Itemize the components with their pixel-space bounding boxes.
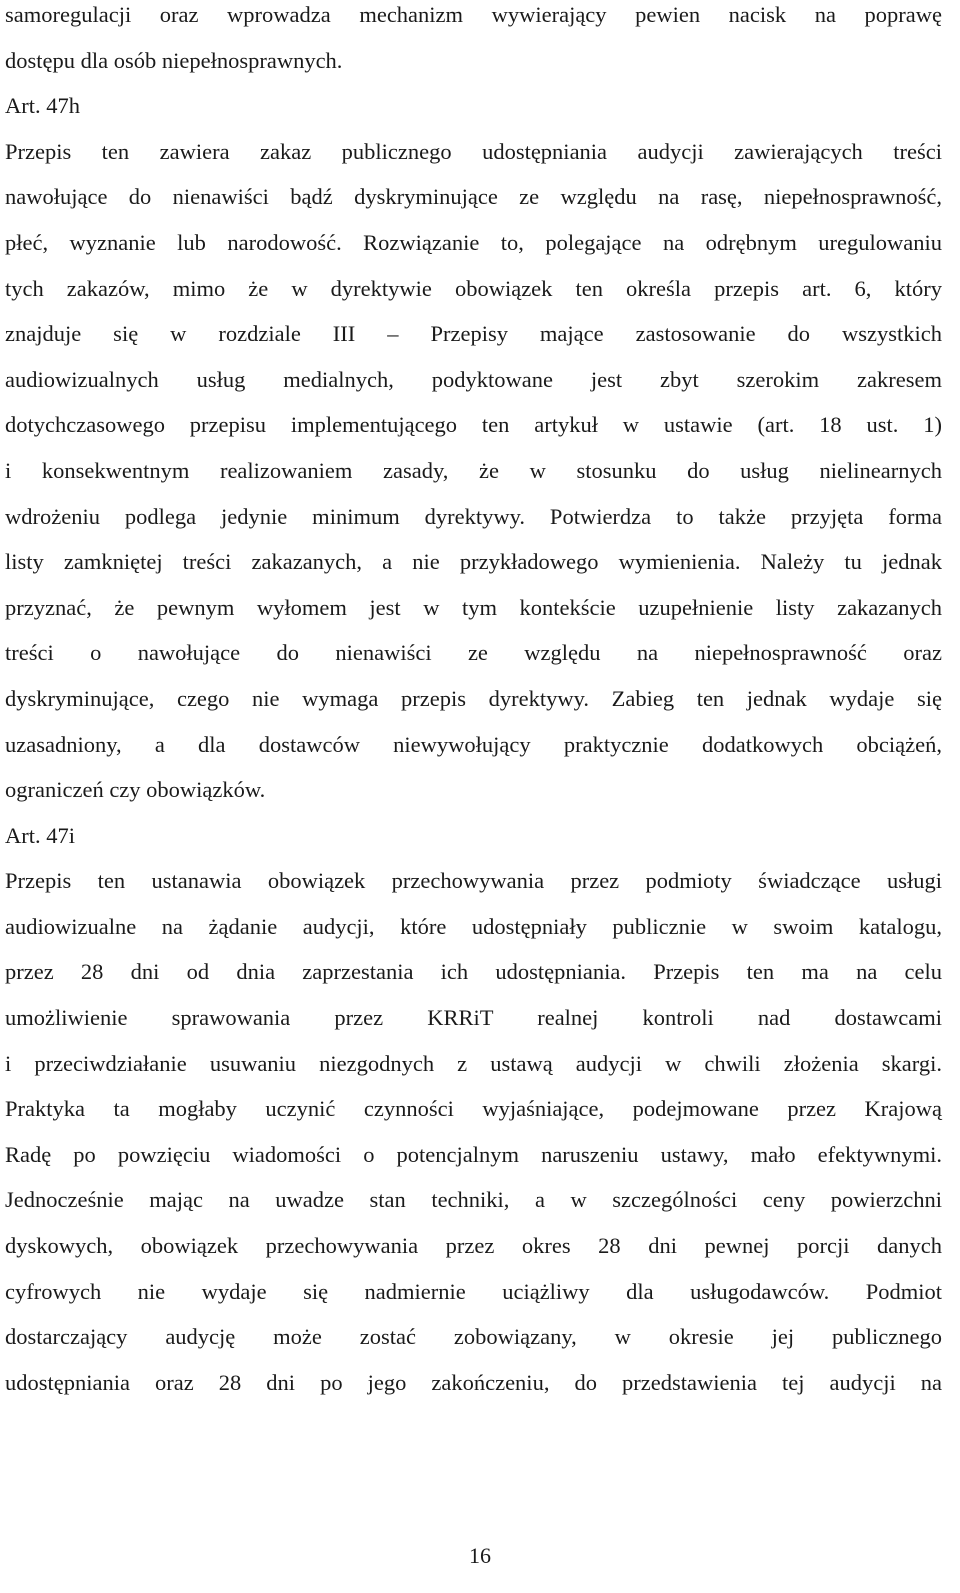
text-line: znajduje się w rozdziale III – Przepisy mające zastosowanie do wszystkich <box>5 321 942 347</box>
text-line: umożliwienie sprawowania przez KRRiT realnej kontroli nad dostawcami <box>5 1005 942 1031</box>
text-line: audiowizualne na żądanie audycji, które udostępniały publicznie w swoim katalogu, <box>5 913 942 939</box>
text-line: Praktyka ta mogłaby uczynić czynności wyjaśniające, podejmowane przez Krajową <box>5 1096 942 1122</box>
text-line: nawołujące do nienawiści bądź dyskryminujące ze względu na rasę, niepełnosprawność, <box>5 184 942 210</box>
page-number: 16 <box>469 1543 491 1568</box>
text-line: cyfrowych nie wydaje się nadmiernie uciążliwy dla usługodawców. Podmiot <box>5 1278 942 1304</box>
text-line: dyskryminujące, czego nie wymaga przepis dyrektywy. Zabieg ten jednak wydaje się <box>5 685 942 711</box>
text-line: i konsekwentnym realizowaniem zasady, że w stosunku do usług nielinearnych <box>5 457 942 483</box>
text-line: ograniczeń czy obowiązków. <box>5 777 266 803</box>
text-line: Radę po powzięciu wiadomości o potencjalnym naruszeniu ustawy, mało efektywnymi. <box>5 1141 942 1167</box>
text-line: Art. 47i <box>5 822 75 848</box>
text-line: dostarczający audycję może zostać zobowiązany, w okresie jej publicznego <box>5 1324 942 1350</box>
text-line: Przepis ten ustanawia obowiązek przechowywania przez podmioty świadczące usługi <box>5 868 942 894</box>
text-line: wdrożeniu podlega jedynie minimum dyrektywy. Potwierdza to także przyjęta forma <box>5 503 942 529</box>
text-line: audiowizualnych usług medialnych, podyktowane jest zbyt szerokim zakresem <box>5 366 942 392</box>
text-line: przez 28 dni od dnia zaprzestania ich udostępniania. Przepis ten ma na celu <box>5 959 942 985</box>
text-line: dotychczasowego przepisu implementującego ten artykuł w ustawie (art. 18 ust. 1) <box>5 412 942 438</box>
text-line: płeć, wyznanie lub narodowość. Rozwiązanie to, polegające na odrębnym uregulowaniu <box>5 229 942 255</box>
text-line: udostępniania oraz 28 dni po jego zakończeniu, do przedstawienia tej audycji na <box>5 1369 942 1395</box>
text-line: samoregulacji oraz wprowadza mechanizm wywierający pewien nacisk na poprawę <box>5 2 942 27</box>
text-line: listy zamkniętej treści zakazanych, a nie przykładowego wymienienia. Należy tu jednak <box>5 549 942 575</box>
text-line: uzasadniony, a dla dostawców niewywołujący praktycznie dodatkowych obciążeń, <box>5 731 942 757</box>
text-line: i przeciwdziałanie usuwaniu niezgodnych z ustawą audycji w chwili złożenia skargi. <box>5 1050 942 1076</box>
document-body <box>5 0 942 1413</box>
text-line: przyznać, że pewnym wyłomem jest w tym kontekście uzupełnienie listy zakazanych <box>5 594 942 620</box>
text-line: Art. 47h <box>5 93 80 119</box>
text-line: treści o nawołujące do nienawiści ze względu na niepełnosprawność oraz <box>5 640 942 666</box>
text-line: Jednocześnie mając na uwadze stan techniki, a w szczególności ceny powierzchni <box>5 1187 942 1213</box>
text-line: Przepis ten zawiera zakaz publicznego udostępniania audycji zawierających treści <box>5 138 942 164</box>
text-line: dyskowych, obowiązek przechowywania przez okres 28 dni pewnej porcji danych <box>5 1233 942 1259</box>
text-line: tych zakazów, mimo że w dyrektywie obowiązek ten określa przepis art. 6, który <box>5 275 942 301</box>
text-line: dostępu dla osób niepełnosprawnych. <box>5 47 343 73</box>
